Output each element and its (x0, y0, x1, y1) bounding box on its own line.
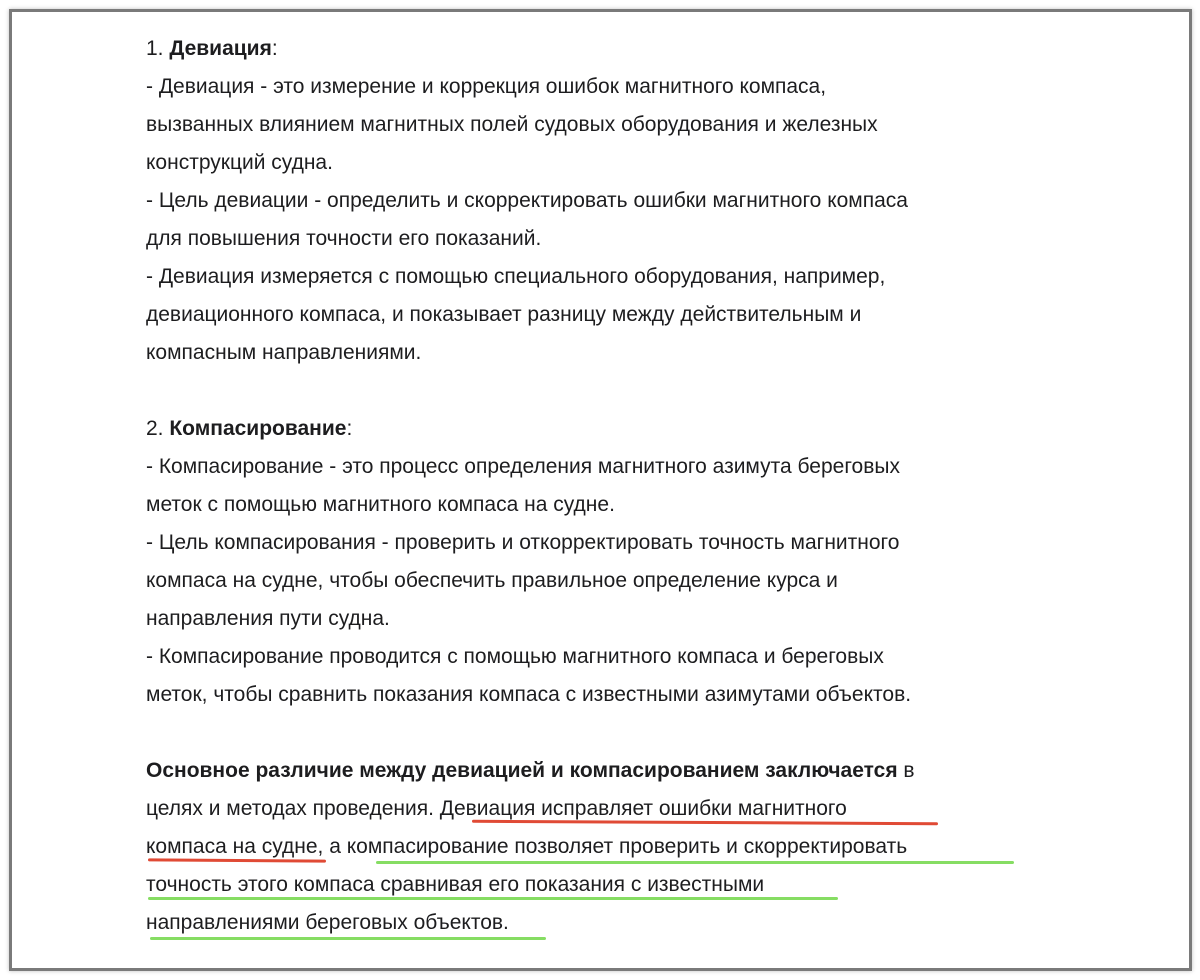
text-line: компаса на судне, чтобы обеспечить правильное определение курса и (146, 569, 838, 592)
section-number: 1. (146, 37, 170, 60)
text-line: конструкций судна. (146, 151, 333, 174)
text-line: компасным направлениями. (146, 341, 422, 364)
conclusion-line (146, 828, 1026, 866)
conclusion-text: компаса на судне, а компасирование позволяет проверить и скорректировать (146, 835, 908, 858)
conclusion-text: направлениями береговых объектов. (146, 911, 509, 934)
section-number: 2. (146, 417, 170, 440)
section-title: Девиация (169, 37, 272, 60)
text-line: - Компасирование - это процесс определения магнитного азимута береговых (146, 455, 900, 478)
conclusion-line (146, 904, 1026, 942)
text-line: для повышения точности его показаний. (146, 227, 542, 250)
conclusion-text: в (897, 759, 915, 782)
text-line: направления пути судна. (146, 607, 390, 630)
green-underline (150, 937, 546, 940)
red-underline (148, 858, 326, 862)
paragraph-gap (146, 372, 1026, 410)
section-colon: : (346, 417, 353, 440)
section-title: Компасирование (169, 417, 347, 440)
text-line: - Цель компасирования - проверить и откорректировать точность магнитного (146, 531, 900, 554)
conclusion-bold: Основное различие между девиацией и компасированием заключается (146, 759, 898, 782)
conclusion-text: точность этого компаса сравнивая его показания с известными (146, 873, 765, 896)
conclusion-text: целях и методах проведения. Девиация исправляет ошибки магнитного (146, 797, 847, 820)
section-heading (146, 410, 1026, 448)
section-colon: : (271, 37, 278, 60)
paragraph-gap (146, 714, 1026, 752)
text-line: меток с помощью магнитного компаса на судне. (146, 493, 615, 516)
green-underline (376, 861, 1014, 864)
green-underline (148, 897, 838, 900)
text-line: - Девиация измеряется с помощью специального оборудования, например, (146, 265, 886, 288)
text-line: - Девиация - это измерение и коррекция ошибок магнитного компаса, (146, 75, 827, 98)
conclusion-line (146, 866, 1026, 904)
conclusion-line (146, 752, 1026, 790)
section-heading (146, 30, 1026, 68)
conclusion-line (146, 790, 1026, 828)
text-line: - Цель девиации - определить и скорректировать ошибки магнитного компаса (146, 189, 908, 212)
document-content (146, 30, 1026, 942)
text-line: - Компасирование проводится с помощью магнитного компаса и береговых (146, 645, 884, 668)
text-line: вызванных влиянием магнитных полей судовых оборудования и железных (146, 113, 878, 136)
text-line: меток, чтобы сравнить показания компаса с известными азимутами объектов. (146, 683, 912, 706)
red-underline (472, 820, 938, 825)
text-line: девиационного компаса, и показывает разницу между действительным и (146, 303, 862, 326)
